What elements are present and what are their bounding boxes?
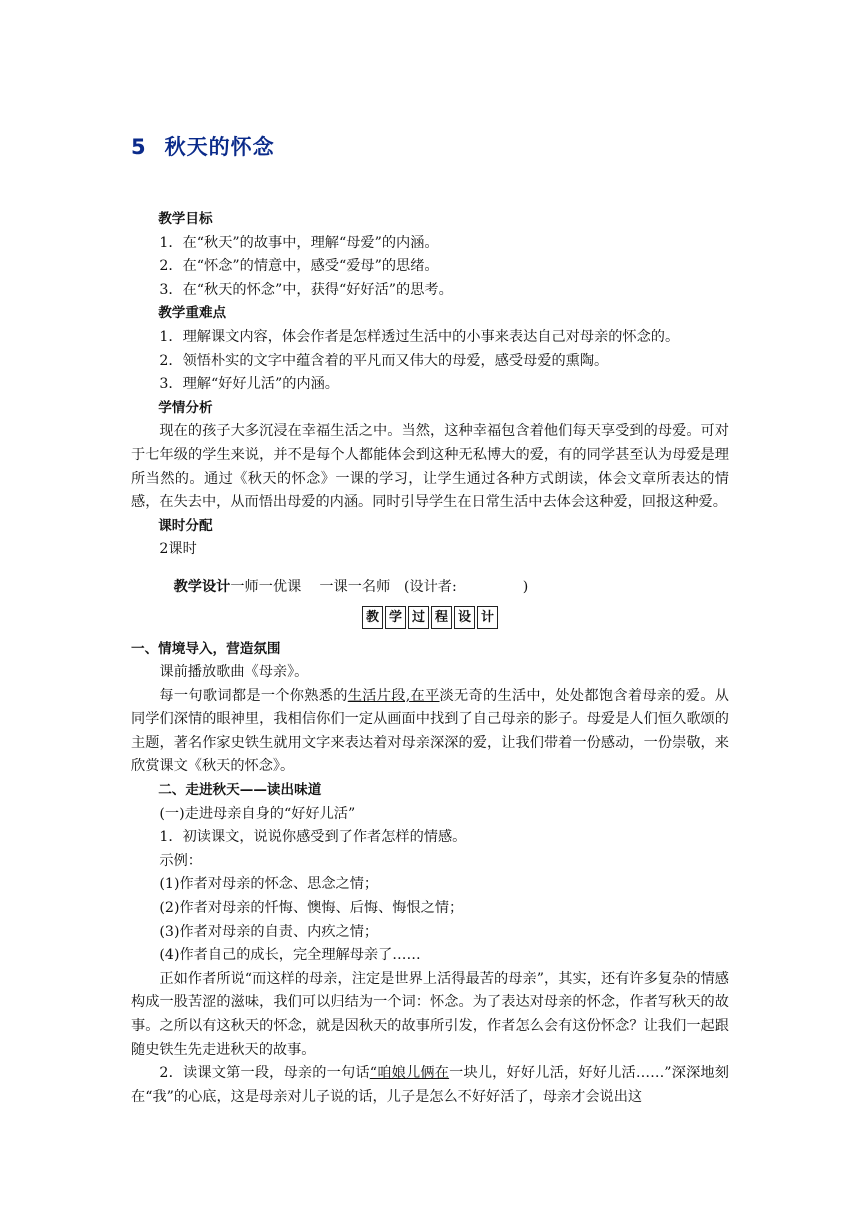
process-char: 过 bbox=[408, 606, 429, 629]
objective-item: 2．在“怀念”的情意中，感受“爱母”的思绪。 bbox=[159, 258, 439, 275]
section1-text-a: 每一句歌词都是一个你熟悉的 bbox=[159, 687, 348, 704]
key-point-item: 2．领悟朴实的文字中蕴含着的平凡而又伟大的母爱，感受母爱的熏陶。 bbox=[159, 352, 609, 369]
section1-heading: 一、情境导入，营造氛围 bbox=[131, 640, 281, 657]
designer-label: (设计者: bbox=[403, 578, 457, 595]
objective-item: 1．在“秋天”的故事中，理解“母爱”的内涵。 bbox=[159, 234, 439, 251]
process-char: 程 bbox=[431, 606, 452, 629]
example-item: (2)作者对母亲的忏悔、懊悔、后悔、悔恨之情； bbox=[159, 900, 464, 917]
section1-paragraph bbox=[131, 685, 729, 779]
design-label: 教学设计 bbox=[173, 578, 231, 595]
lesson-title bbox=[131, 131, 275, 161]
section1-text-b: 淡无奇的生活中，处处都饱含着母亲的爱。从同学们深情的眼神里，我相信你们一定从画面中找到了自己母亲的影子。母爱是人们恒久歌颂的主题，著名作家史铁生就用文字来表达着对母亲深深的爱，让我们带着一份感动，一份崇敬，来欣赏课文《秋天的怀念》。 bbox=[131, 687, 729, 775]
question-2 bbox=[131, 1062, 729, 1109]
example-label: 示例： bbox=[159, 852, 202, 869]
designer-close: ) bbox=[522, 578, 529, 595]
objectives-heading: 教学目标 bbox=[158, 211, 213, 227]
lesson-title-text: 秋天的怀念 bbox=[164, 135, 275, 159]
objective-item: 3．在“秋天的怀念”中，获得“好好活”的思考。 bbox=[159, 281, 453, 298]
section1-line1: 课前播放歌曲《母亲》。 bbox=[159, 664, 309, 681]
process-char: 教 bbox=[362, 606, 383, 629]
key-points-heading: 教学重难点 bbox=[158, 305, 227, 322]
example-item: (1)作者对母亲的怀念、思念之情； bbox=[159, 876, 379, 893]
example-item: (3)作者对母亲的自责、内疚之情； bbox=[159, 923, 379, 940]
design-part1: 一师一优课 bbox=[230, 578, 302, 595]
analysis-heading: 学情分析 bbox=[158, 399, 213, 416]
q2-underlined: “咱娘儿俩在 bbox=[369, 1065, 450, 1082]
process-char: 设 bbox=[454, 606, 475, 629]
schedule-text: 2课时 bbox=[159, 541, 197, 558]
question-1: 1．初读课文，说说你感受到了作者怎样的情感。 bbox=[159, 829, 467, 846]
process-char: 计 bbox=[477, 606, 498, 629]
document-body bbox=[131, 208, 729, 1109]
design-part2: 一课一名师 bbox=[319, 578, 391, 595]
section2-subheading: (一)走进母亲自身的“好好儿活” bbox=[159, 805, 356, 822]
analysis-paragraph: 现在的孩子大多沉浸在幸福生活之中。当然，这种幸福包含着他们每天享受到的母爱。可对于七年级的学生来说，并不是每个人都能体会到这种无私博大的爱，有的同学甚至认为母爱是理所当然的。通过《秋天的怀念》一课的学习，让学生通过各种方式朗读，体会文章所表达的情感，在失去中，从而悟出母爱的内涵。同时引导学生在日常生活中去体会这种爱，回报这种爱。 bbox=[131, 423, 729, 511]
section1-underlined: 生活片段,在平 bbox=[347, 687, 440, 704]
design-line bbox=[131, 576, 729, 600]
key-point-item: 3．理解“好好儿活”的内涵。 bbox=[159, 376, 339, 393]
key-point-item: 1．理解课文内容，体会作者是怎样透过生活中的小事来表达自己对母亲的怀念的。 bbox=[159, 328, 680, 345]
q2-text-a: 2．读课文第一段，母亲的一句话 bbox=[159, 1065, 370, 1082]
process-char: 学 bbox=[385, 606, 406, 629]
example-item: (4)作者自己的成长，完全理解母亲了…… bbox=[159, 947, 421, 964]
q2-text-b: 一块儿，好好儿活，好好儿活……”深深地刻在“我”的心底，这是母亲对儿子说的话，儿子是怎么不好好活了，母亲才会说出这 bbox=[131, 1065, 729, 1105]
schedule-heading: 课时分配 bbox=[158, 517, 213, 534]
section2-paragraph: 正如作者所说“而这样的母亲，注定是世界上活得最苦的母亲”，其实，还有许多复杂的情感构成一股苦涩的滋味，我们可以归结为一个词：怀念。为了表达对母亲的怀念，作者写秋天的故事。之所以有这秋天的怀念，就是因秋天的故事所引发，作者怎么会有这份怀念？让我们一起跟随史铁生先走进秋天的故事。 bbox=[131, 970, 729, 1058]
lesson-number: 5 bbox=[131, 135, 147, 159]
process-title bbox=[131, 606, 729, 632]
section2-heading: 二、走进秋天——读出味道 bbox=[158, 782, 322, 799]
